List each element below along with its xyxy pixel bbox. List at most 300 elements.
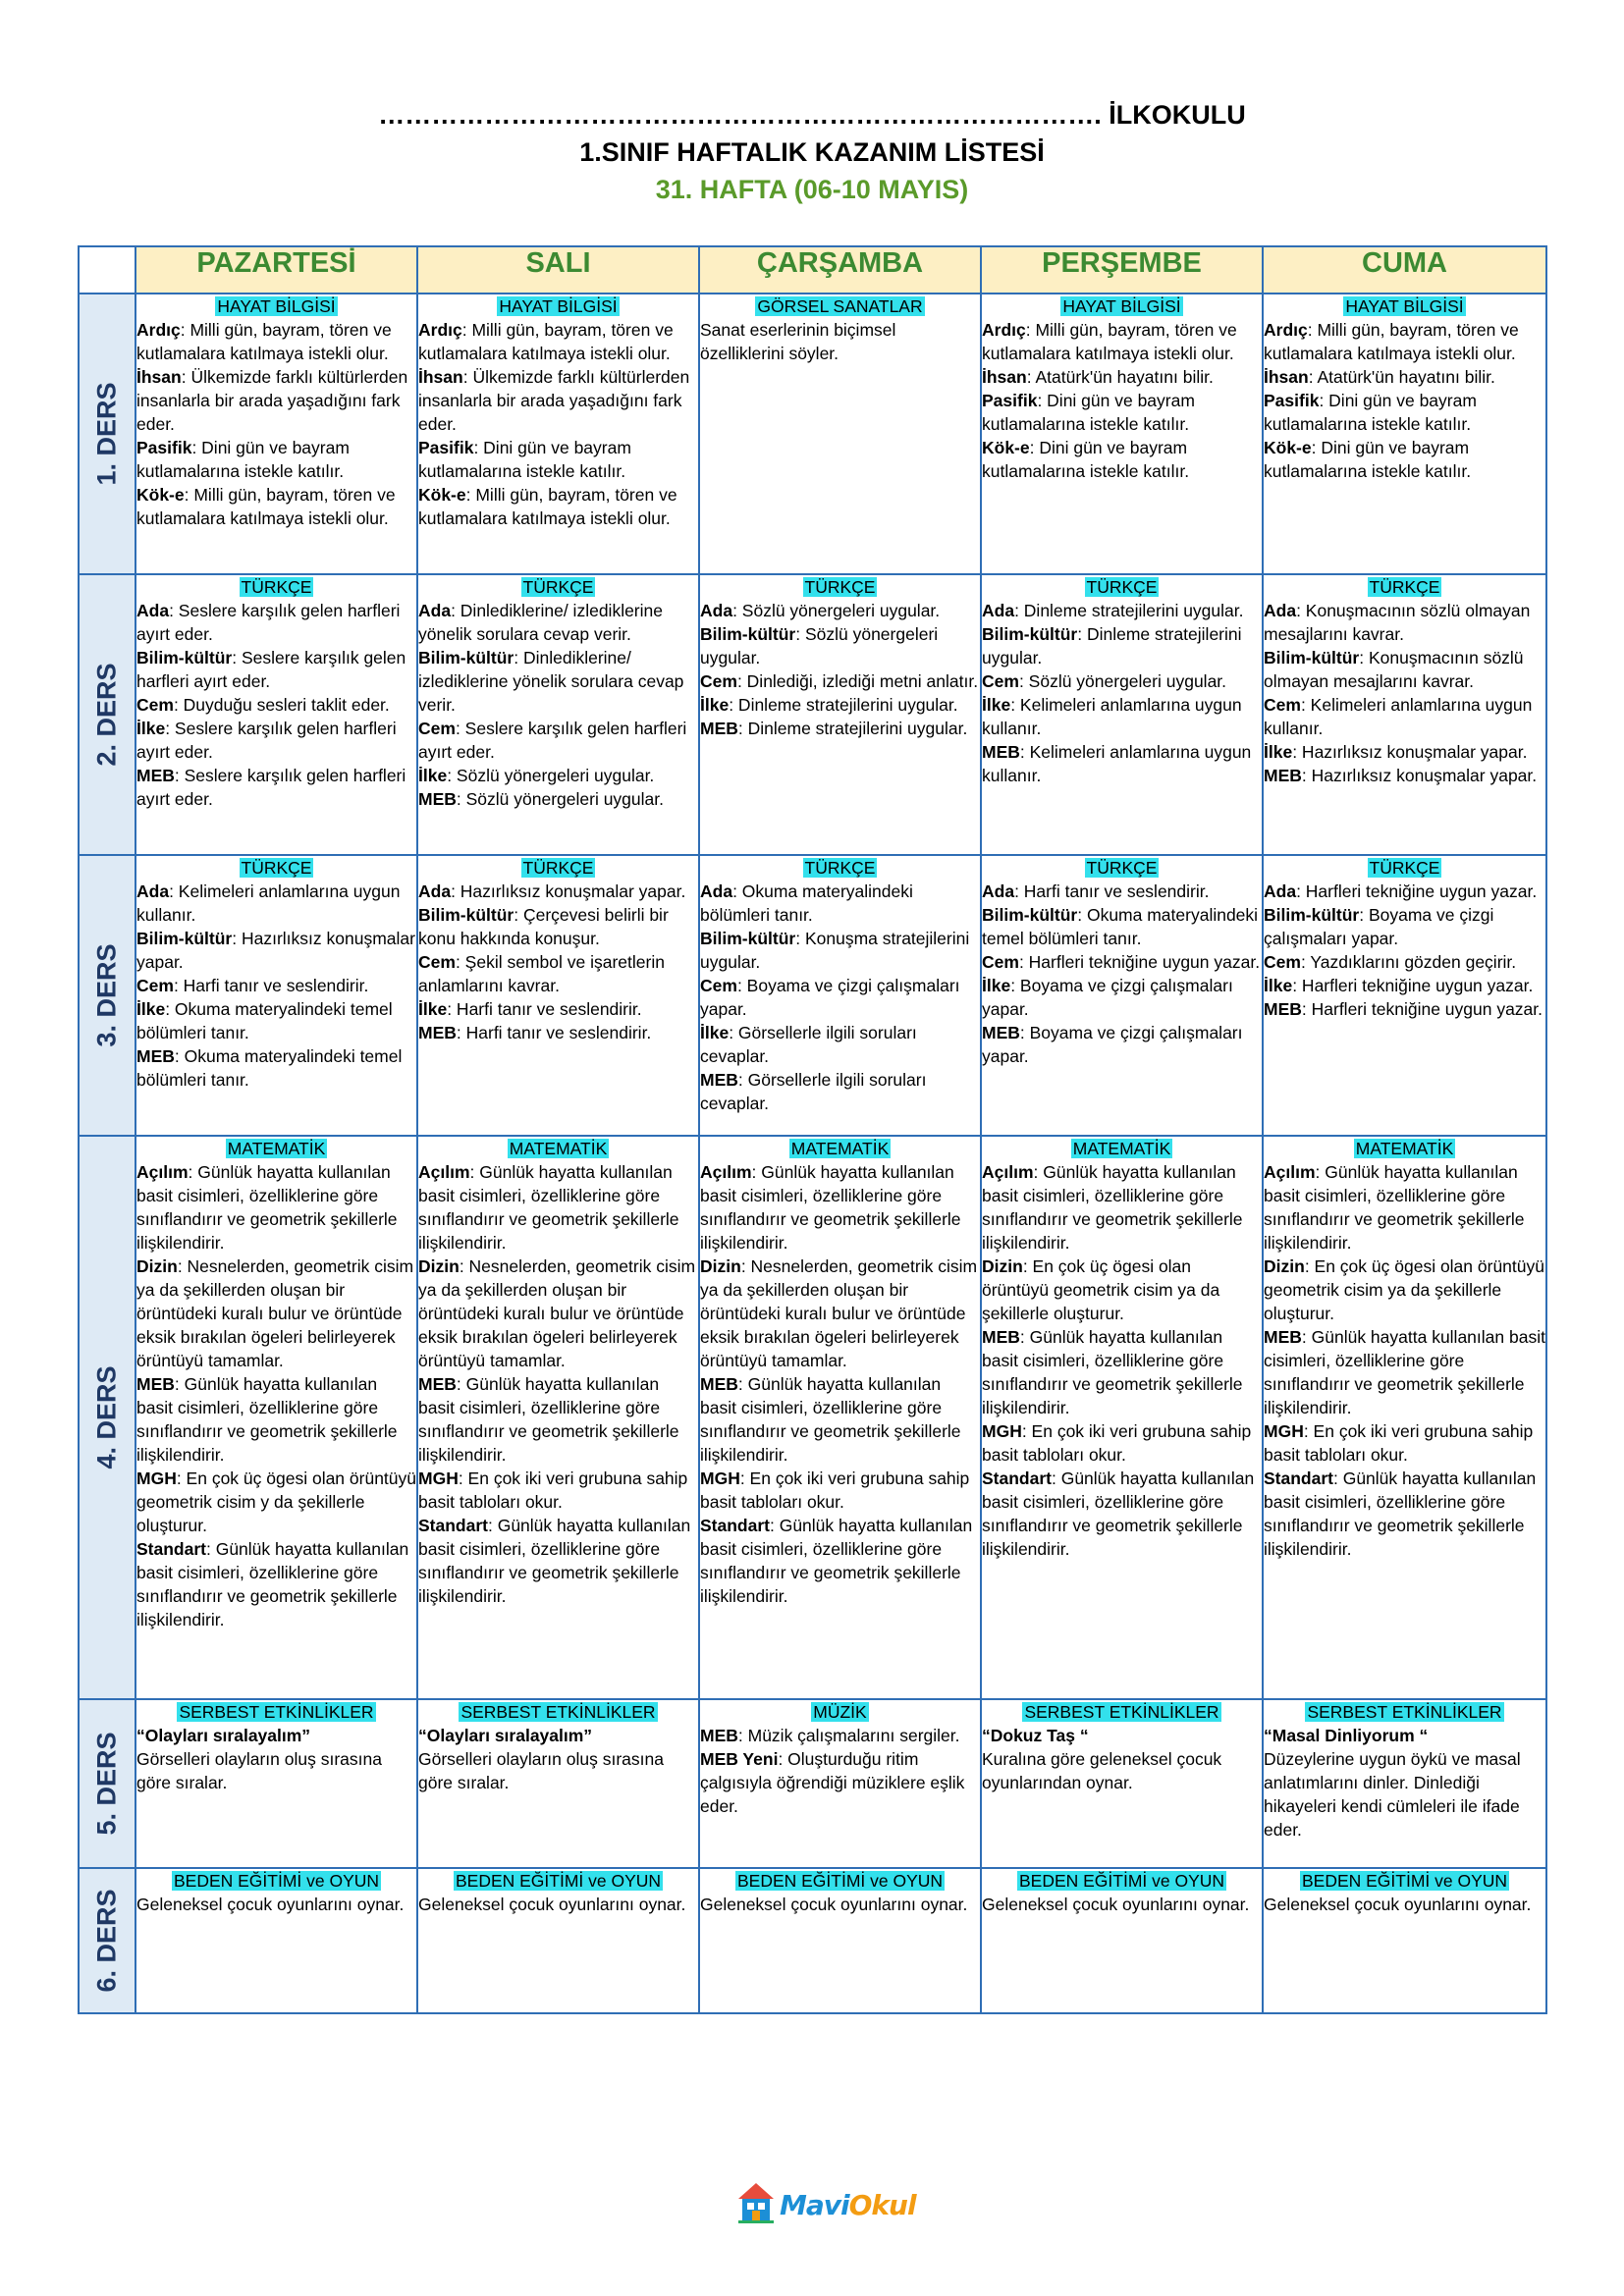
outcome-source: Ada <box>1264 881 1297 901</box>
outcome-line <box>700 974 980 1021</box>
outcome-text: : Dini gün ve bayram kutlamalarına istekle katılır. <box>136 438 350 481</box>
outcome-source: Ada <box>700 601 733 620</box>
outcome-source: Ardıç <box>418 320 462 340</box>
outcome-line <box>982 669 1262 693</box>
outcome-line <box>136 599 416 646</box>
logo-text: MaviOkul <box>780 2189 916 2221</box>
outcome-line <box>418 880 698 903</box>
outcome-text: : Kelimeleri anlamlarına uygun kullanır. <box>982 742 1252 785</box>
outcome-source: Açılım <box>700 1162 752 1182</box>
outcome-source: Ardıç <box>1264 320 1308 340</box>
outcome-text: : Günlük hayatta kullanılan basit cisimleri, özelliklerine göre sınıflandırır ve geometrik şekillerle ilişkilendirir. <box>136 1539 409 1629</box>
outcome-text: : Boyama ve çizgi çalışmaları yapar. <box>1264 905 1494 948</box>
outcome-source: MEB <box>1264 1327 1302 1347</box>
outcome-source: Bilim-kültür <box>982 624 1078 644</box>
outcome-text: : Şekil sembol ve işaretlerin anlamlarını kavrar. <box>418 952 665 995</box>
outcome-source: Ardıç <box>136 320 181 340</box>
lesson-cell <box>417 1699 699 1868</box>
outcome-source: Ada <box>136 881 170 901</box>
outcome-line <box>418 1160 698 1255</box>
outcome-text: : Sözlü yönergeleri uygular. <box>732 601 941 620</box>
lesson-cell <box>417 1868 699 2013</box>
outcome-text: Sanat eserlerinin biçimsel özelliklerini söyler. <box>700 320 896 363</box>
outcome-line <box>418 599 698 646</box>
outcome-text: : Kelimeleri anlamlarına uygun kullanır. <box>1264 695 1533 738</box>
outcome-text: : Milli gün, bayram, tören ve kutlamalara katılmaya istekli olur. <box>418 485 677 528</box>
subject-tag: TÜRKÇE <box>804 577 876 597</box>
lesson-label-cell <box>79 1136 135 1699</box>
outcome-text: Geleneksel çocuk oyunlarını oynar. <box>700 1895 968 1914</box>
outcome-text: : Ülkemizde farklı kültürlerden insanlarla bir arada yaşadığını fark eder. <box>136 367 408 434</box>
outcome-source: Cem <box>1264 952 1301 972</box>
outcome-line <box>700 1372 980 1467</box>
outcome-source: MEB <box>700 1070 738 1090</box>
subject-tag: SERBEST ETKİNLİKLER <box>460 1702 656 1722</box>
outcome-line <box>418 318 698 365</box>
outcome-line <box>418 1514 698 1608</box>
subject-tag: TÜRKÇE <box>804 858 876 878</box>
outcome-text: : Dinlediği, izlediği metni anlatır. <box>736 671 979 691</box>
outcome-text: : Okuma materyalindeki temel bölümleri tanır. <box>136 1046 403 1090</box>
outcome-text: : Günlük hayatta kullanılan basit cisimleri, özelliklerine göre sınıflandırır ve geometrik şekillerle ilişkilendirir. <box>136 1374 398 1465</box>
outcome-text: : Duyduğu sesleri taklit eder. <box>173 695 390 715</box>
subject-tag: SERBEST ETKİNLİKLER <box>179 1702 374 1722</box>
lesson-cell <box>1263 855 1546 1136</box>
outcome-line <box>1264 318 1545 365</box>
subject-tag: BEDEN EĞİTİMİ ve OYUN <box>736 1871 944 1891</box>
outcome-text: : Nesnelerden, geometrik cisim ya da şekillerden oluşan bir örüntüdeki kuralı bulur ve örüntüde eksik bırakılan ögeleri belirleyerek örüntüyü tamamlar. <box>418 1256 696 1370</box>
outcome-line <box>700 927 980 974</box>
outcome-source: İlke <box>1264 976 1293 995</box>
corner-cell <box>79 246 135 294</box>
outcome-line <box>136 1537 416 1631</box>
outcome-text: : Harfi tanır ve seslendirir. <box>447 999 642 1019</box>
outcome-source: Bilim-kültür <box>136 648 233 667</box>
outcome-line <box>1264 1325 1545 1419</box>
outcome-text: : En çok iki veri grubuna sahip basit tabloları okur. <box>418 1468 688 1512</box>
outcome-text: : Milli gün, bayram, tören ve kutlamalara katılmaya istekli olur. <box>982 320 1237 363</box>
outcome-text: Geleneksel çocuk oyunlarını oynar. <box>418 1895 686 1914</box>
outcome-text: : Hazırlıksız konuşmalar yapar. <box>1301 766 1538 785</box>
outcome-text: : En çok iki veri grubuna sahip basit tabloları okur. <box>1264 1421 1534 1465</box>
outcome-source: İlke <box>700 695 730 715</box>
outcome-source: Bilim-kültür <box>418 648 514 667</box>
subject-tag: BEDEN EĞİTİMİ ve OYUN <box>1018 1871 1225 1891</box>
outcome-text: : Seslere karşılık gelen harfleri ayırt eder. <box>136 601 401 644</box>
subject-tag: HAYAT BİLGİSİ <box>1062 296 1181 316</box>
outcome-source: MGH <box>136 1468 177 1488</box>
outcome-text: : Dinleme stratejilerini uygular. <box>1014 601 1244 620</box>
outcome-source: Standart <box>418 1516 488 1535</box>
outcome-source: İlke <box>136 719 166 738</box>
lesson-row <box>79 855 1546 1136</box>
outcome-source: Bilim-kültür <box>136 929 233 948</box>
outcome-source: Standart <box>136 1539 206 1559</box>
outcome-text: : Milli gün, bayram, tören ve kutlamalara katılmaya istekli olur. <box>136 320 392 363</box>
outcome-line <box>418 436 698 483</box>
outcome-text: : Günlük hayatta kullanılan basit cisimleri, özelliklerine göre sınıflandırır ve geometrik şekillerle ilişkilendirir. <box>700 1374 961 1465</box>
outcome-line <box>136 483 416 530</box>
outcome-source: Ada <box>136 601 170 620</box>
outcome-text: : Hazırlıksız konuşmalar yapar. <box>1292 742 1528 762</box>
outcome-line <box>136 1893 416 1916</box>
outcome-text: : Harfi tanır ve seslendirir. <box>173 976 369 995</box>
outcome-line <box>136 974 416 997</box>
lesson-label-cell <box>79 574 135 855</box>
outcome-text: : Görsellerle ilgili soruları cevaplar. <box>700 1023 917 1066</box>
outcome-source: Ada <box>1264 601 1297 620</box>
outcome-line <box>136 436 416 483</box>
outcome-text: : Günlük hayatta kullanılan basit cisimleri, özelliklerine göre sınıflandırır ve geometrik şekillerle ilişkilendirir. <box>1264 1468 1537 1559</box>
outcome-line <box>1264 389 1545 436</box>
outcome-line <box>982 903 1262 950</box>
outcome-source: İlke <box>700 1023 730 1042</box>
outcome-text: : Harfi tanır ve seslendirir. <box>456 1023 652 1042</box>
outcome-source: MGH <box>1264 1421 1304 1441</box>
outcome-source: Dizin <box>418 1256 460 1276</box>
outcome-source: “Olayları sıralayalım” <box>136 1726 311 1745</box>
outcome-source: Cem <box>700 976 737 995</box>
outcome-text: : Kelimeleri anlamlarına uygun kullanır. <box>136 881 401 925</box>
outcome-line <box>1264 974 1545 997</box>
outcome-line <box>700 1021 980 1068</box>
outcome-source: MEB <box>700 1374 738 1394</box>
outcome-line <box>700 1514 980 1608</box>
outcome-text: : Günlük hayatta kullanılan basit cisimleri, özelliklerine göre sınıflandırır ve geometrik şekillerle ilişkilendirir. <box>418 1162 679 1253</box>
lesson-cell <box>699 574 981 855</box>
outcome-line <box>700 1747 980 1818</box>
outcome-source: MEB Yeni <box>700 1749 779 1769</box>
outcome-text: : En çok üç ögesi olan örüntüyü geometrik cisim ya da şekillerle oluşturur. <box>982 1256 1220 1323</box>
outcome-text: : Sözlü yönergeleri uygular. <box>700 624 939 667</box>
outcome-text: Geleneksel çocuk oyunlarını oynar. <box>1264 1895 1532 1914</box>
outcome-line <box>418 764 698 787</box>
outcome-line <box>1264 1893 1545 1916</box>
outcome-line <box>418 997 698 1021</box>
subject-tag: HAYAT BİLGİSİ <box>217 296 336 316</box>
outcome-line <box>700 1068 980 1115</box>
subject-tag: BEDEN EĞİTİMİ ve OYUN <box>455 1871 662 1891</box>
outcome-source: MGH <box>982 1421 1022 1441</box>
outcome-line <box>700 622 980 669</box>
outcome-source: Kök-e <box>136 485 185 505</box>
lesson-cell <box>1263 1699 1546 1868</box>
day-header: PERŞEMBE <box>981 246 1263 294</box>
outcome-source: “Masal Dinliyorum “ <box>1264 1726 1429 1745</box>
outcome-line <box>418 717 698 764</box>
outcome-text: : Harfleri tekniğine uygun yazar. <box>1296 881 1538 901</box>
outcome-source: MGH <box>418 1468 459 1488</box>
lesson-cell <box>981 855 1263 1136</box>
outcome-text: Kuralına göre geleneksel çocuk oyunlarından oynar. <box>982 1749 1222 1792</box>
outcome-line <box>982 599 1262 622</box>
lesson-row <box>79 574 1546 855</box>
outcome-line <box>982 693 1262 740</box>
outcome-source: Açılım <box>418 1162 470 1182</box>
outcome-source: Açılım <box>136 1162 189 1182</box>
outcome-line <box>1264 365 1545 389</box>
outcome-line <box>982 1160 1262 1255</box>
outcome-text: : Günlük hayatta kullanılan basit cisimleri, özelliklerine göre sınıflandırır ve geometrik şekillerle ilişkilendirir. <box>418 1374 679 1465</box>
subject-tag: SERBEST ETKİNLİKLER <box>1307 1702 1502 1722</box>
lesson-cell <box>135 855 417 1136</box>
outcome-line <box>136 717 416 764</box>
outcome-line <box>700 1467 980 1514</box>
outcome-source: Cem <box>982 671 1019 691</box>
subject-tag: BEDEN EĞİTİMİ ve OYUN <box>173 1871 380 1891</box>
outcome-text: : En çok iki veri grubuna sahip basit tabloları okur. <box>982 1421 1252 1465</box>
outcome-text: : Çerçevesi belirli bir konu hakkında konuşur. <box>418 905 669 948</box>
outcome-source: Bilim-kültür <box>982 905 1078 925</box>
outcome-source: Cem <box>418 952 456 972</box>
outcome-text: : Yazdıklarını gözden geçirir. <box>1300 952 1517 972</box>
school-name: ………………………………………………………………………. İLKOKULU <box>378 100 1246 130</box>
outcome-text: : Müzik çalışmalarını sergiler. <box>737 1726 960 1745</box>
outcome-line <box>700 1893 980 1916</box>
outcome-source: MEB <box>982 742 1020 762</box>
outcome-text: : Seslere karşılık gelen harfleri ayırt eder. <box>418 719 687 762</box>
outcome-source: MEB <box>136 1046 175 1066</box>
outcome-source: Pasifik <box>136 438 192 457</box>
outcome-line <box>982 389 1262 436</box>
outcome-source: İhsan <box>982 367 1027 387</box>
outcome-source: Dizin <box>1264 1256 1305 1276</box>
lesson-row <box>79 294 1546 574</box>
outcome-line <box>136 1160 416 1255</box>
lesson-cell <box>699 294 981 574</box>
outcome-text: : Dini gün ve bayram kutlamalarına istekle katılır. <box>982 391 1195 434</box>
outcome-line <box>982 1325 1262 1419</box>
outcome-line <box>1264 436 1545 483</box>
lesson-cell <box>135 1699 417 1868</box>
outcome-source: MEB <box>418 1023 457 1042</box>
outcome-source: MEB <box>1264 999 1302 1019</box>
outcome-text: : Okuma materyalindeki bölümleri tanır. <box>700 881 913 925</box>
outcome-line <box>1264 1255 1545 1325</box>
outcome-line <box>982 1467 1262 1561</box>
outcome-line <box>1264 903 1545 950</box>
outcome-text: Görselleri olayların oluş sırasına göre sıralar. <box>136 1749 382 1792</box>
outcome-source: Cem <box>136 976 174 995</box>
outcome-line <box>700 1255 980 1372</box>
outcome-source: MEB <box>136 766 175 785</box>
subject-tag: MATEMATİK <box>790 1139 890 1158</box>
outcome-line <box>418 1467 698 1514</box>
lesson-label-cell <box>79 1868 135 2013</box>
outcome-text: : Nesnelerden, geometrik cisim ya da şekillerden oluşan bir örüntüdeki kuralı bulur ve örüntüde eksik bırakılan ögeleri belirleyerek örüntüyü tamamlar. <box>700 1256 978 1370</box>
outcome-text: : En çok iki veri grubuna sahip basit tabloları okur. <box>700 1468 970 1512</box>
outcome-source: MEB <box>418 1374 457 1394</box>
outcome-source: Cem <box>982 952 1019 972</box>
outcome-source: Cem <box>136 695 174 715</box>
outcome-source: Ada <box>982 881 1015 901</box>
outcome-text: : Atatürk'ün hayatını bilir. <box>1308 367 1495 387</box>
lesson-label: 3. DERS <box>91 943 122 1047</box>
outcome-text: : Harfleri tekniğine uygun yazar. <box>1018 952 1261 972</box>
lesson-row <box>79 1699 1546 1868</box>
outcome-text: : Seslere karşılık gelen harfleri ayırt eder. <box>136 766 406 809</box>
outcome-source: İlke <box>136 999 166 1019</box>
outcome-source: Standart <box>982 1468 1052 1488</box>
outcome-source: MEB <box>136 1374 175 1394</box>
lesson-cell <box>981 1868 1263 2013</box>
outcome-line <box>1264 1419 1545 1467</box>
subject-tag: MÜZİK <box>813 1702 867 1722</box>
day-header: PAZARTESİ <box>135 246 417 294</box>
outcome-source: Cem <box>418 719 456 738</box>
outcome-text: : Günlük hayatta kullanılan basit cisimleri, özelliklerine göre sınıflandırır ve geometrik şekillerle ilişkilendirir. <box>418 1516 691 1606</box>
outcome-line <box>700 693 980 717</box>
outcome-line <box>1264 599 1545 646</box>
outcome-text: : Günlük hayatta kullanılan basit cisimleri, özelliklerine göre sınıflandırır ve geometrik şekillerle ilişkilendirir. <box>982 1162 1243 1253</box>
outcome-line <box>1264 1467 1545 1561</box>
day-header-row <box>79 246 1546 294</box>
outcome-line <box>418 1724 698 1747</box>
lesson-cell <box>417 855 699 1136</box>
lesson-cell <box>981 1699 1263 1868</box>
outcome-text: : Ülkemizde farklı kültürlerden insanlarla bir arada yaşadığını fark eder. <box>418 367 690 434</box>
outcome-text: : Dini gün ve bayram kutlamalarına istekle katılır. <box>982 438 1190 481</box>
outcome-line <box>982 365 1262 389</box>
outcome-source: İlke <box>982 695 1011 715</box>
lesson-cell <box>417 1136 699 1699</box>
outcome-source: Standart <box>1264 1468 1333 1488</box>
weekly-table <box>78 245 1547 2014</box>
outcome-line <box>700 880 980 927</box>
outcome-text: : Harfleri tekniğine uygun yazar. <box>1301 999 1543 1019</box>
outcome-line <box>418 365 698 436</box>
outcome-source: İhsan <box>1264 367 1309 387</box>
outcome-text: : Dini gün ve bayram kutlamalarına istekle katılır. <box>418 438 631 481</box>
outcome-line <box>418 483 698 530</box>
outcome-source: MGH <box>700 1468 740 1488</box>
outcome-line <box>418 1747 698 1794</box>
outcome-line <box>418 646 698 717</box>
outcome-line <box>136 880 416 927</box>
outcome-line <box>982 974 1262 1021</box>
outcome-source: İhsan <box>136 367 182 387</box>
outcome-text: : Seslere karşılık gelen harfleri ayırt eder. <box>136 648 406 691</box>
outcome-source: İlke <box>418 999 448 1019</box>
outcome-text: : Hazırlıksız konuşmalar yapar. <box>136 929 415 972</box>
lesson-cell <box>1263 294 1546 574</box>
subject-tag: SERBEST ETKİNLİKLER <box>1024 1702 1219 1722</box>
outcome-text: : Oluşturduğu ritim çalgısıyla öğrendiği müziklere eşlik eder. <box>700 1749 965 1816</box>
subject-tag: BEDEN EĞİTİMİ ve OYUN <box>1301 1871 1508 1891</box>
subject-tag: TÜRKÇE <box>1086 858 1158 878</box>
lesson-label: 6. DERS <box>91 1889 122 1993</box>
outcome-line <box>418 787 698 811</box>
outcome-line <box>1264 693 1545 740</box>
lesson-cell <box>135 1136 417 1699</box>
outcome-text: : En çok üç ögesi olan örüntüyü geometrik cisim y da şekillerle oluşturur. <box>136 1468 417 1535</box>
outcome-line <box>136 1747 416 1794</box>
outcome-source: Bilim-kültür <box>418 905 514 925</box>
outcome-line <box>1264 997 1545 1021</box>
subject-tag: TÜRKÇE <box>522 577 594 597</box>
outcome-line <box>700 669 980 693</box>
outcome-line <box>136 365 416 436</box>
outcome-text: : Günlük hayatta kullanılan basit cisimleri, özelliklerine göre sınıflandırır ve geometrik şekillerle ilişkilendirir. <box>1264 1327 1545 1417</box>
outcome-line <box>982 622 1262 669</box>
outcome-source: MEB <box>982 1327 1020 1347</box>
outcome-source: Ada <box>982 601 1015 620</box>
outcome-source: İhsan <box>418 367 463 387</box>
outcome-text: : Milli gün, bayram, tören ve kutlamalara katılmaya istekli olur. <box>418 320 674 363</box>
outcome-source: Dizin <box>136 1256 178 1276</box>
outcome-line <box>982 436 1262 483</box>
lesson-cell <box>699 1699 981 1868</box>
outcome-text: : Boyama ve çizgi çalışmaları yapar. <box>982 1023 1243 1066</box>
outcome-line <box>700 599 980 622</box>
subject-tag: TÜRKÇE <box>522 858 594 878</box>
outcome-line <box>136 1467 416 1537</box>
outcome-source: Kök-e <box>418 485 466 505</box>
outcome-line <box>136 1255 416 1372</box>
outcome-text: Görselleri olayların oluş sırasına göre sıralar. <box>418 1749 664 1792</box>
outcome-line <box>982 950 1262 974</box>
outcome-source: Dizin <box>700 1256 741 1276</box>
outcome-source: “Olayları sıralayalım” <box>418 1726 593 1745</box>
outcome-line <box>1264 740 1545 764</box>
outcome-text: : Günlük hayatta kullanılan basit cisimleri, özelliklerine göre sınıflandırır ve geometrik şekillerle ilişkilendirir. <box>1264 1162 1525 1253</box>
subject-tag: MATEMATİK <box>227 1139 326 1158</box>
outcome-line <box>136 997 416 1044</box>
lesson-cell <box>981 574 1263 855</box>
outcome-line <box>136 1372 416 1467</box>
outcome-source: Dizin <box>982 1256 1023 1276</box>
outcome-source: MEB <box>1264 766 1302 785</box>
outcome-line <box>1264 950 1545 974</box>
outcome-source: Bilim-kültür <box>1264 905 1360 925</box>
outcome-line <box>136 318 416 365</box>
outcome-line <box>1264 764 1545 787</box>
outcome-text: : Dinlediklerine/ izlediklerine yönelik sorulara cevap verir. <box>418 648 684 715</box>
day-header: CUMA <box>1263 246 1546 294</box>
outcome-line <box>1264 646 1545 693</box>
lesson-label-cell <box>79 1699 135 1868</box>
lesson-cell <box>135 1868 417 2013</box>
outcome-text: : Konuşma stratejilerini uygular. <box>700 929 970 972</box>
maviokul-logo <box>736 2181 916 2226</box>
lesson-cell <box>417 294 699 574</box>
subject-tag: TÜRKÇE <box>1369 858 1440 878</box>
outcome-line <box>700 1724 980 1747</box>
outcome-line <box>136 693 416 717</box>
outcome-line <box>1264 1724 1545 1747</box>
outcome-line <box>136 1724 416 1747</box>
outcome-source: Pasifik <box>418 438 474 457</box>
outcome-text: : Sözlü yönergeleri uygular. <box>447 766 655 785</box>
outcome-line <box>418 1893 698 1916</box>
outcome-source: MEB <box>700 719 738 738</box>
subject-tag: TÜRKÇE <box>241 858 312 878</box>
outcome-text: Geleneksel çocuk oyunlarını oynar. <box>136 1895 405 1914</box>
outcome-line <box>982 1724 1262 1747</box>
outcome-text: : Günlük hayatta kullanılan basit cisimleri, özelliklerine göre sınıflandırır ve geometrik şekillerle ilişkilendirir. <box>700 1516 973 1606</box>
outcome-text: : Milli gün, bayram, tören ve kutlamalara katılmaya istekli olur. <box>136 485 396 528</box>
subject-tag: MATEMATİK <box>1355 1139 1454 1158</box>
outcome-text: : Dinleme stratejilerini uygular. <box>982 624 1242 667</box>
lesson-label: 4. DERS <box>91 1365 122 1469</box>
outcome-line <box>982 318 1262 365</box>
outcome-source: Bilim-kültür <box>1264 648 1360 667</box>
outcome-line <box>700 318 980 365</box>
day-header: SALI <box>417 246 699 294</box>
outcome-text: : Okuma materyalindeki temel bölümleri tanır. <box>982 905 1259 948</box>
outcome-text: : Konuşmacının sözlü olmayan mesajlarını kavrar. <box>1264 601 1531 644</box>
day-header: ÇARŞAMBA <box>699 246 981 294</box>
